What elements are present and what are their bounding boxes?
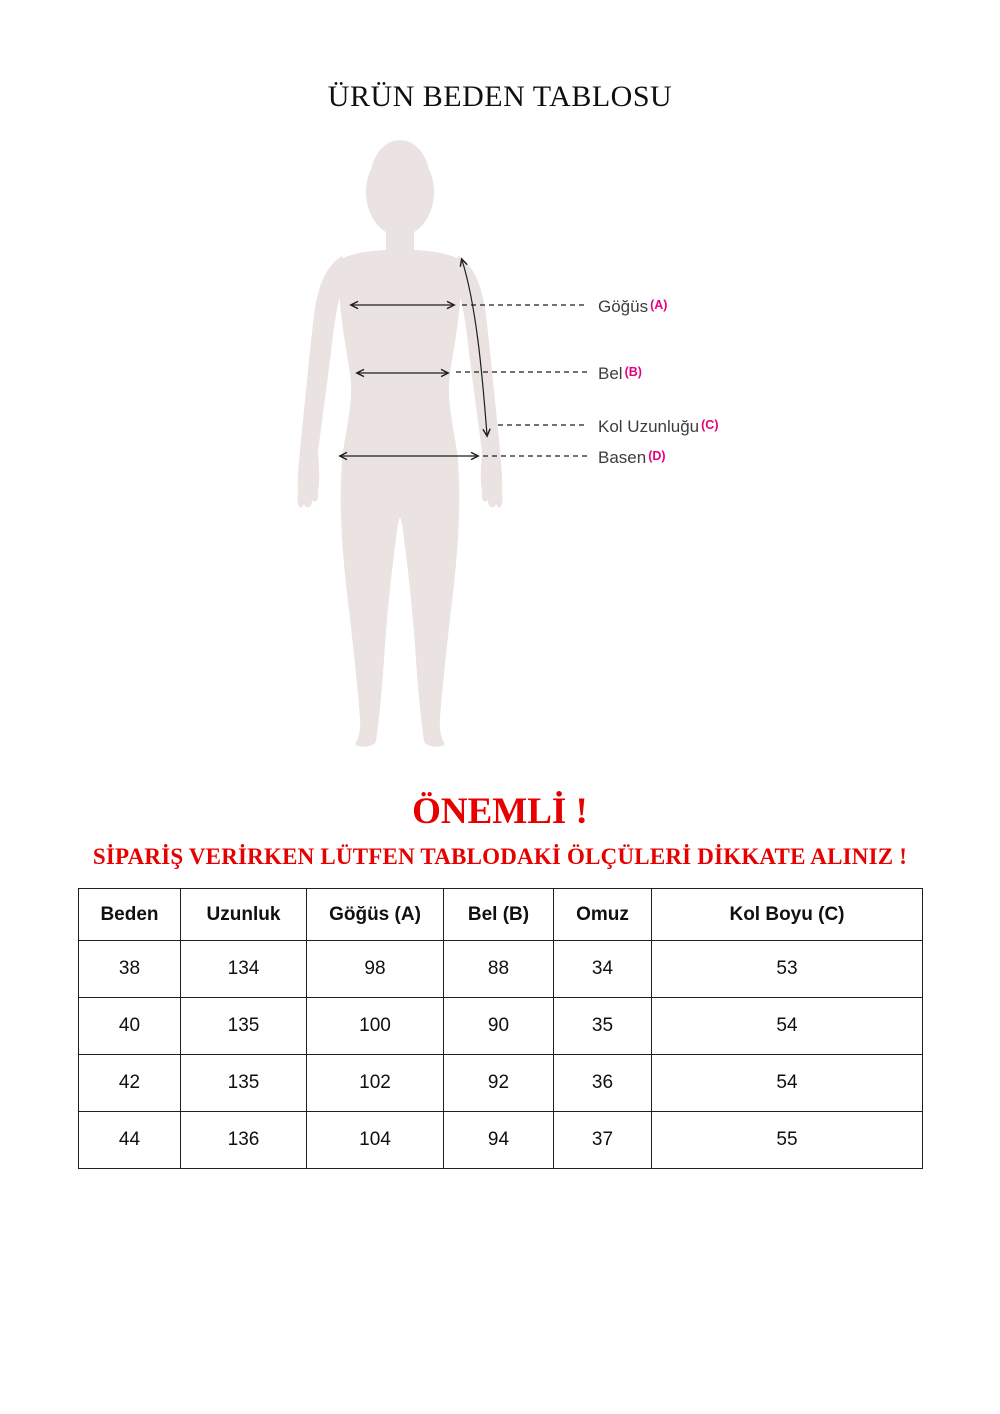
col-header-kol-boyu: Kol Boyu (C) <box>652 889 923 941</box>
cell-beden: 42 <box>79 1055 181 1112</box>
cell-uzunluk: 134 <box>181 941 307 998</box>
measurement-label-waist <box>598 362 642 384</box>
measurement-label-hip-text: Basen <box>598 448 647 467</box>
col-header-omuz: Omuz <box>554 889 652 941</box>
cell-beden: 44 <box>79 1112 181 1169</box>
measurement-letter-d: (D) <box>648 449 666 463</box>
body-measurement-diagram <box>200 130 600 778</box>
cell-uzunluk: 136 <box>181 1112 307 1169</box>
cell-bel: 94 <box>444 1112 554 1169</box>
table-row <box>79 1055 923 1112</box>
warning-text: SİPARİŞ VERİRKEN LÜTFEN TABLODAKİ ÖLÇÜLERİ DİKKATE ALINIZ ! <box>92 844 908 869</box>
cell-gogus: 102 <box>307 1055 444 1112</box>
cell-kol-boyu: 53 <box>652 941 923 998</box>
col-header-bel: Bel (B) <box>444 889 554 941</box>
cell-beden: 40 <box>79 998 181 1055</box>
female-silhouette-icon <box>297 140 502 747</box>
page-title: ÜRÜN BEDEN TABLOSU <box>327 80 673 113</box>
cell-bel: 90 <box>444 998 554 1055</box>
measurement-label-chest <box>598 295 667 317</box>
cell-bel: 88 <box>444 941 554 998</box>
cell-uzunluk: 135 <box>181 1055 307 1112</box>
measurement-label-hip <box>598 446 666 468</box>
measurement-label-waist-text: Bel <box>598 364 623 383</box>
measurement-label-arm-length <box>598 415 718 437</box>
cell-omuz: 34 <box>554 941 652 998</box>
cell-omuz: 35 <box>554 998 652 1055</box>
cell-gogus: 100 <box>307 998 444 1055</box>
cell-omuz: 36 <box>554 1055 652 1112</box>
cell-gogus: 98 <box>307 941 444 998</box>
table-row <box>79 998 923 1055</box>
cell-beden: 38 <box>79 941 181 998</box>
table-row <box>79 1112 923 1169</box>
cell-kol-boyu: 55 <box>652 1112 923 1169</box>
measurement-label-arm-length-text: Kol Uzunluğu <box>598 417 700 436</box>
cell-kol-boyu: 54 <box>652 998 923 1055</box>
measurement-letter-a: (A) <box>650 298 668 312</box>
measurement-letter-b: (B) <box>624 365 642 379</box>
col-header-beden: Beden <box>79 889 181 941</box>
measurement-letter-c: (C) <box>701 418 719 432</box>
cell-gogus: 104 <box>307 1112 444 1169</box>
size-table-header-row <box>79 889 923 941</box>
important-heading: ÖNEMLİ ! <box>412 791 588 832</box>
col-header-gogus: Göğüs (A) <box>307 889 444 941</box>
col-header-uzunluk: Uzunluk <box>181 889 307 941</box>
cell-bel: 92 <box>444 1055 554 1112</box>
table-row <box>79 941 923 998</box>
measurement-label-chest-text: Göğüs <box>598 297 649 316</box>
cell-uzunluk: 135 <box>181 998 307 1055</box>
size-table <box>78 888 923 1169</box>
cell-omuz: 37 <box>554 1112 652 1169</box>
cell-kol-boyu: 54 <box>652 1055 923 1112</box>
